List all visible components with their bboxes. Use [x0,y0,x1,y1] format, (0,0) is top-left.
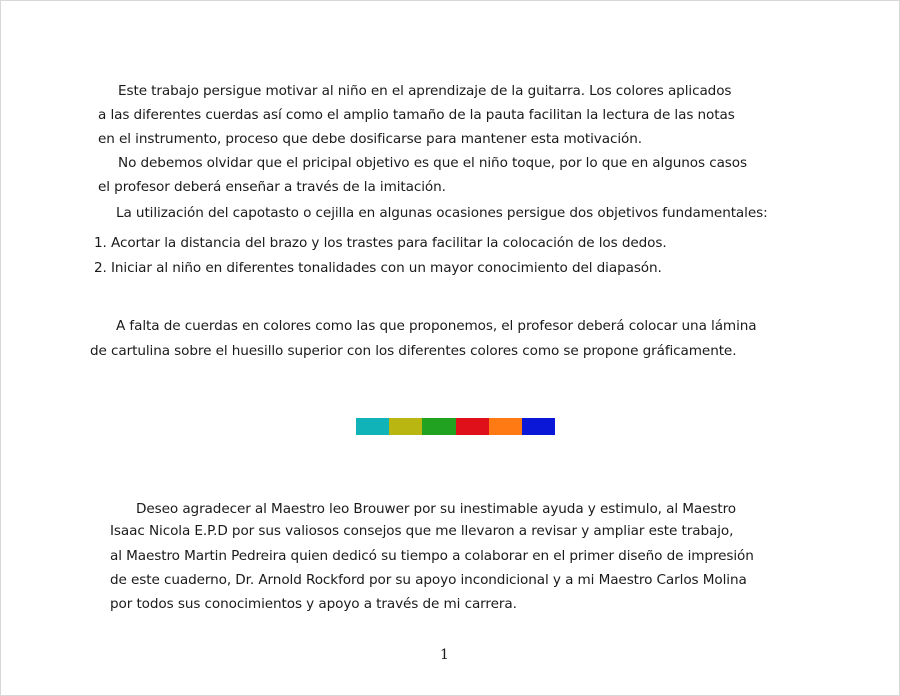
intro-line: La utilización del capotasto o cejilla en algunas ocasiones persigue dos objetivos fundamentales: [116,205,768,221]
acknowledgement-line: por todos sus conocimientos y apoyo a través de mi carrera. [110,596,517,612]
acknowledgement-line: Deseo agradecer al Maestro leo Brouwer por su inestimable ayuda y estimulo, al Maestro [136,501,736,517]
string-color-swatch [356,418,389,435]
string-color-swatch [422,418,455,435]
page-number: 1 [440,647,449,663]
intro-line: Este trabajo persigue motivar al niño en el aprendizaje de la guitarra. Los colores aplicados [118,83,732,99]
intro-line: No debemos olvidar que el pricipal objetivo es que el niño toque, por lo que en algunos casos [118,155,747,171]
string-color-swatch [389,418,422,435]
acknowledgement-line: de este cuaderno, Dr. Arnold Rockford por su apoyo incondicional y a mi Maestro Carlos Molina [110,572,747,588]
intro-line: a las diferentes cuerdas así como el amplio tamaño de la pauta facilitan la lectura de las notas [98,107,735,123]
color-note-line: A falta de cuerdas en colores como las que proponemos, el profesor deberá colocar una lámina [116,318,757,334]
acknowledgement-line: Isaac Nicola E.P.D por sus valiosos consejos que me llevaron a revisar y ampliar este trabajo, [110,523,734,539]
string-color-swatch [522,418,555,435]
intro-line: en el instrumento, proceso que debe dosificarse para mantener esta motivación. [98,131,642,147]
intro-line: el profesor deberá enseñar a través de la imitación. [98,179,446,195]
objective-item: 1. Acortar la distancia del brazo y los trastes para facilitar la colocación de los dedos. [94,235,667,251]
color-note-line: de cartulina sobre el huesillo superior con los diferentes colores como se propone gráficamente. [90,343,737,359]
string-color-bar [356,418,555,435]
acknowledgement-line: al Maestro Martin Pedreira quien dedicó su tiempo a colaborar en el primer diseño de impresión [110,548,754,564]
string-color-swatch [456,418,489,435]
objective-item: 2. Iniciar al niño en diferentes tonalidades con un mayor conocimiento del diapasón. [94,260,662,276]
string-color-swatch [489,418,522,435]
